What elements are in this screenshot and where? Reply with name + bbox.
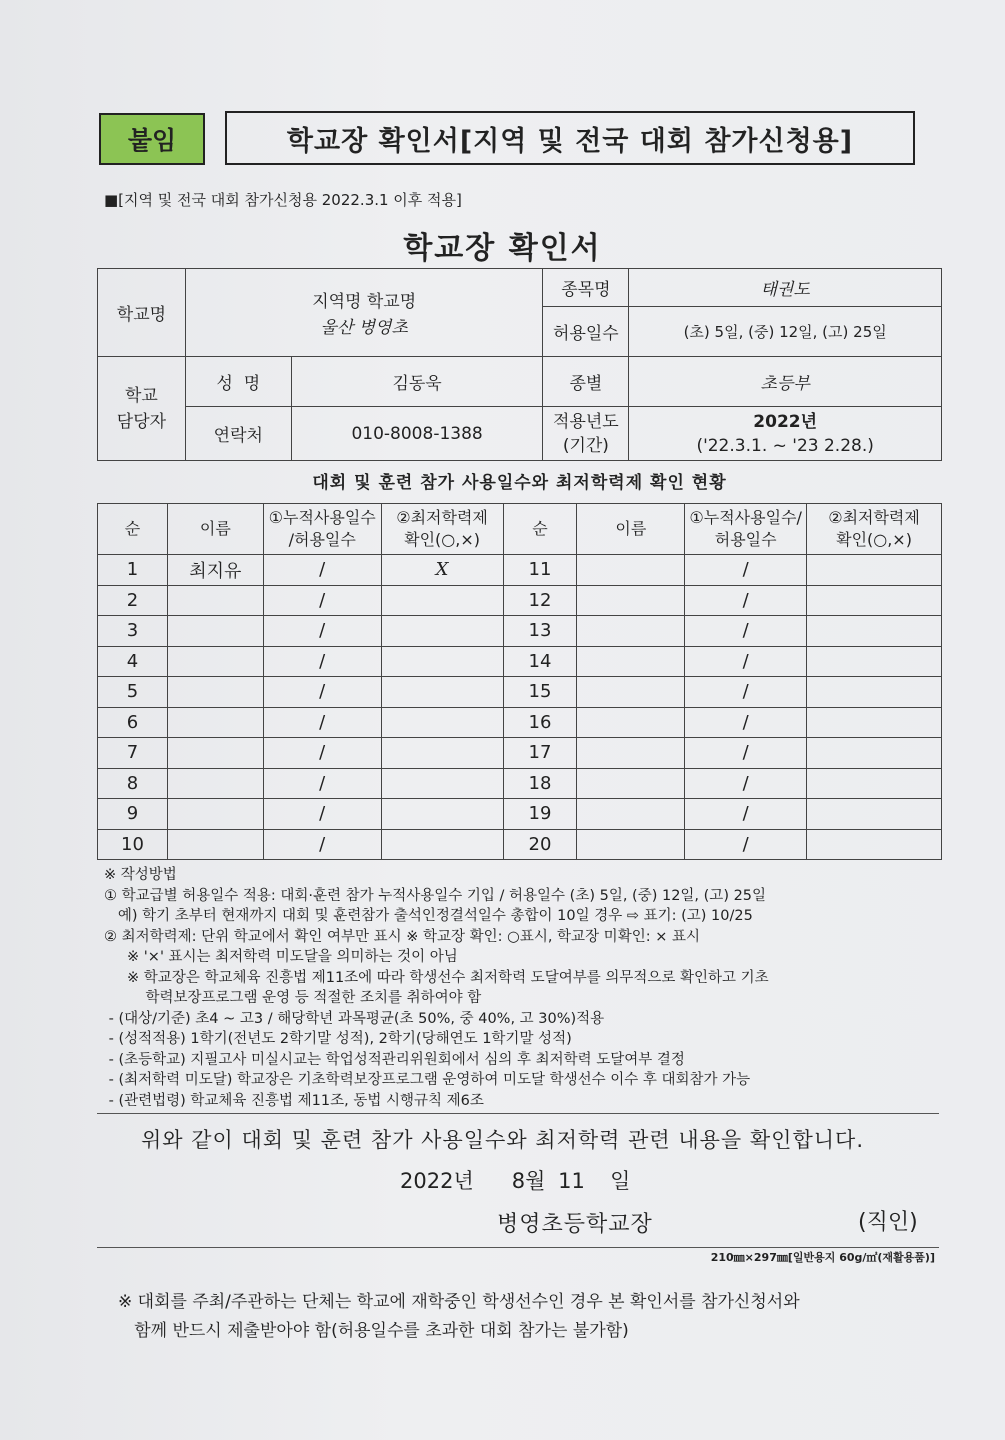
school-label: 학교명 xyxy=(98,269,186,357)
student-name xyxy=(577,799,685,830)
row-number: 13 xyxy=(503,616,577,647)
attachment-tag: 붙임 xyxy=(99,113,205,165)
contact-value: 010-8008-1388 xyxy=(291,407,543,461)
contact-label: 연락처 xyxy=(185,407,291,461)
table-row xyxy=(98,677,942,708)
student-name xyxy=(167,829,263,860)
table-row xyxy=(98,555,942,586)
row-number: 4 xyxy=(98,646,168,677)
min-academic-cell xyxy=(381,738,503,769)
confirmation-statement: 위와 같이 대회 및 훈련 참가 사용일수와 최저학력 관련 내용을 확인합니다. xyxy=(140,1128,864,1152)
status-section-title: 대회 및 훈련 참가 사용일수와 최저학력제 확인 현황 xyxy=(312,473,727,493)
instruction-line: - (초등학교) 지필고사 미실시교는 학업성적관리위원회에서 심의 후 최저학력 도달여부 결정 xyxy=(104,1051,685,1068)
footer-note xyxy=(118,1288,800,1346)
document-heading: 학교장 확인서[지역 및 전국 대회 참가신청용] xyxy=(225,111,915,165)
event-value: 태권도 xyxy=(629,269,942,307)
instruction-line: - (관련법령) 학교체육 진흥법 제11조, 동법 시행규칙 제6조 xyxy=(104,1092,484,1109)
used-days-cell: / xyxy=(685,738,807,769)
category-value: 초등부 xyxy=(629,357,942,407)
student-name xyxy=(167,677,263,708)
student-status-table xyxy=(97,503,942,860)
min-academic-header: ②최저학력제 확인(○,×) xyxy=(381,504,503,555)
year-label: 적용년도 (기간) xyxy=(543,407,629,461)
student-name xyxy=(167,707,263,738)
principal-title: 병영초등학교장 xyxy=(497,1212,653,1237)
used-days-cell: / xyxy=(685,829,807,860)
min-academic-cell: X xyxy=(381,555,503,586)
school-info-table xyxy=(97,268,942,461)
row-number: 11 xyxy=(503,555,577,586)
used-days-cell: / xyxy=(685,585,807,616)
year-cell xyxy=(629,407,942,461)
student-name xyxy=(577,738,685,769)
instruction-line: ※ 학교장은 학교체육 진흥법 제11조에 따라 학생선수 최저학력 도달여부를 의무적으로 확인하고 기초 xyxy=(104,969,769,986)
used-days-cell: / xyxy=(685,707,807,738)
seq-header: 순 xyxy=(503,504,577,555)
instruction-line: - (성적적용) 1학기(전년도 2학기말 성적), 2학기(당해연도 1학기말 성적) xyxy=(104,1031,572,1047)
name-label: 성 명 xyxy=(185,357,291,407)
min-academic-cell xyxy=(381,646,503,677)
page-title: 학교장 확인서 xyxy=(403,231,602,266)
used-days-cell: / xyxy=(263,799,381,830)
student-name xyxy=(167,768,263,799)
used-days-cell: / xyxy=(685,768,807,799)
row-number: 17 xyxy=(503,738,577,769)
divider-line xyxy=(97,1247,939,1248)
table-row xyxy=(98,616,942,647)
instruction-line: - (최저학력 미도달) 학교장은 기초학력보장프로그램 운영하여 미도달 학생선수 이수 후 대회참가 가능 xyxy=(104,1072,751,1088)
writing-instructions xyxy=(104,865,944,1111)
used-days-cell: / xyxy=(685,677,807,708)
row-number: 9 xyxy=(98,799,168,830)
table-row xyxy=(98,707,942,738)
instruction-line: 학력보장프로그램 운영 등 적절한 조치를 취하여야 함 xyxy=(104,990,482,1006)
student-name xyxy=(167,646,263,677)
min-academic-cell xyxy=(807,738,942,769)
table-row xyxy=(98,799,942,830)
row-number: 16 xyxy=(503,707,577,738)
used-days-cell: / xyxy=(685,646,807,677)
student-name xyxy=(577,768,685,799)
instruction-line: ※ 작성방법 xyxy=(104,867,177,883)
min-academic-cell xyxy=(381,829,503,860)
school-value: 울산 병영초 xyxy=(320,317,408,338)
min-academic-cell xyxy=(807,555,942,586)
used-days-cell: / xyxy=(263,829,381,860)
student-name: 최지유 xyxy=(167,555,263,586)
min-academic-cell xyxy=(807,707,942,738)
min-academic-cell xyxy=(807,768,942,799)
row-number: 19 xyxy=(503,799,577,830)
row-number: 8 xyxy=(98,768,168,799)
used-days-cell: / xyxy=(263,768,381,799)
allowed-days-label: 허용일수 xyxy=(543,307,629,357)
row-number: 10 xyxy=(98,829,168,860)
min-academic-cell xyxy=(381,677,503,708)
table-row xyxy=(98,768,942,799)
used-days-cell: / xyxy=(263,677,381,708)
row-number: 18 xyxy=(503,768,577,799)
applicability-note: ■[지역 및 전국 대회 참가신청용 2022.3.1 이후 적용] xyxy=(104,191,462,209)
instruction-line: 예) 학기 초부터 현재까지 대회 및 훈련참가 출석인정결석일수 총합이 10일 경우 ⇨ 표기: (고) 10/25 xyxy=(104,908,753,924)
year-value: 2022년 xyxy=(753,411,818,432)
row-number: 12 xyxy=(503,585,577,616)
student-name xyxy=(167,738,263,769)
student-name xyxy=(577,585,685,616)
school-cell xyxy=(185,269,543,357)
period-value: ('22.3.1. ~ '23 2.28.) xyxy=(696,435,874,456)
name-value: 김동욱 xyxy=(291,357,543,407)
min-academic-cell xyxy=(807,799,942,830)
used-days-cell: / xyxy=(263,616,381,647)
name-header: 이름 xyxy=(167,504,263,555)
official-seal: (직인) xyxy=(858,1210,918,1235)
category-label: 종별 xyxy=(543,357,629,407)
min-academic-cell xyxy=(381,799,503,830)
row-number: 15 xyxy=(503,677,577,708)
student-name xyxy=(577,707,685,738)
row-number: 5 xyxy=(98,677,168,708)
allowed-days-value: (초) 5일, (중) 12일, (고) 25일 xyxy=(629,307,942,357)
table-row xyxy=(98,829,942,860)
signature-date: 2022년 8월 11 일 xyxy=(400,1169,631,1193)
student-name xyxy=(577,646,685,677)
used-days-header: ①누적사용일수 /허용일수 xyxy=(263,504,381,555)
used-days-cell: / xyxy=(685,616,807,647)
row-number: 1 xyxy=(98,555,168,586)
manager-label: 학교 담당자 xyxy=(98,357,186,461)
table-row xyxy=(98,646,942,677)
min-academic-cell xyxy=(807,677,942,708)
student-name xyxy=(167,585,263,616)
paper-spec: 210㎜×297㎜[일반용지 60g/㎡(재활용품)] xyxy=(710,1251,935,1264)
min-academic-header: ②최저학력제 확인(○,×) xyxy=(807,504,942,555)
min-academic-cell xyxy=(381,616,503,647)
row-number: 6 xyxy=(98,707,168,738)
used-days-header: ①누적사용일수/ 허용일수 xyxy=(685,504,807,555)
instruction-line: ① 학교급별 허용일수 적용: 대회·훈련 참가 누적사용일수 기입 / 허용일수 (초) 5일, (중) 12일, (고) 25일 xyxy=(104,887,767,904)
row-number: 3 xyxy=(98,616,168,647)
used-days-cell: / xyxy=(685,555,807,586)
row-number: 14 xyxy=(503,646,577,677)
min-academic-cell xyxy=(807,829,942,860)
used-days-cell: / xyxy=(263,707,381,738)
used-days-cell: / xyxy=(263,646,381,677)
row-number: 20 xyxy=(503,829,577,860)
table-row xyxy=(98,738,942,769)
used-days-cell: / xyxy=(263,738,381,769)
min-academic-cell xyxy=(807,646,942,677)
student-name xyxy=(167,799,263,830)
student-name xyxy=(577,829,685,860)
instruction-line: ※ '×' 표시는 최저학력 미도달을 의미하는 것이 아님 xyxy=(104,949,458,965)
table-row xyxy=(98,585,942,616)
row-number: 2 xyxy=(98,585,168,616)
min-academic-cell xyxy=(381,585,503,616)
used-days-cell: / xyxy=(263,555,381,586)
event-label: 종목명 xyxy=(543,269,629,307)
student-name xyxy=(167,616,263,647)
min-academic-cell xyxy=(807,616,942,647)
used-days-cell: / xyxy=(263,585,381,616)
footer-note-line: ※ 대회를 주최/주관하는 단체는 학교에 재학중인 학생선수인 경우 본 확인서를 참가신청서와 xyxy=(118,1292,800,1312)
instruction-line: - (대상/기준) 초4 ~ 고3 / 해당학년 과목평균(초 50%, 중 40%, 고 30%)적용 xyxy=(104,1010,605,1027)
footer-note-line: 함께 반드시 제출받아야 함(허용일수를 초과한 대회 참가는 불가함) xyxy=(118,1321,629,1341)
seq-header: 순 xyxy=(98,504,168,555)
used-days-cell: / xyxy=(685,799,807,830)
name-header: 이름 xyxy=(577,504,685,555)
student-name xyxy=(577,677,685,708)
student-name xyxy=(577,616,685,647)
divider-line xyxy=(97,1113,939,1114)
min-academic-cell xyxy=(381,707,503,738)
min-academic-cell xyxy=(807,585,942,616)
min-academic-cell xyxy=(381,768,503,799)
student-name xyxy=(577,555,685,586)
instruction-line: ② 최저학력제: 단위 학교에서 확인 여부만 표시 ※ 학교장 확인: ○표시, 학교장 미확인: × 표시 xyxy=(104,928,700,945)
school-sublabel: 지역명 학교명 xyxy=(312,291,417,312)
row-number: 7 xyxy=(98,738,168,769)
